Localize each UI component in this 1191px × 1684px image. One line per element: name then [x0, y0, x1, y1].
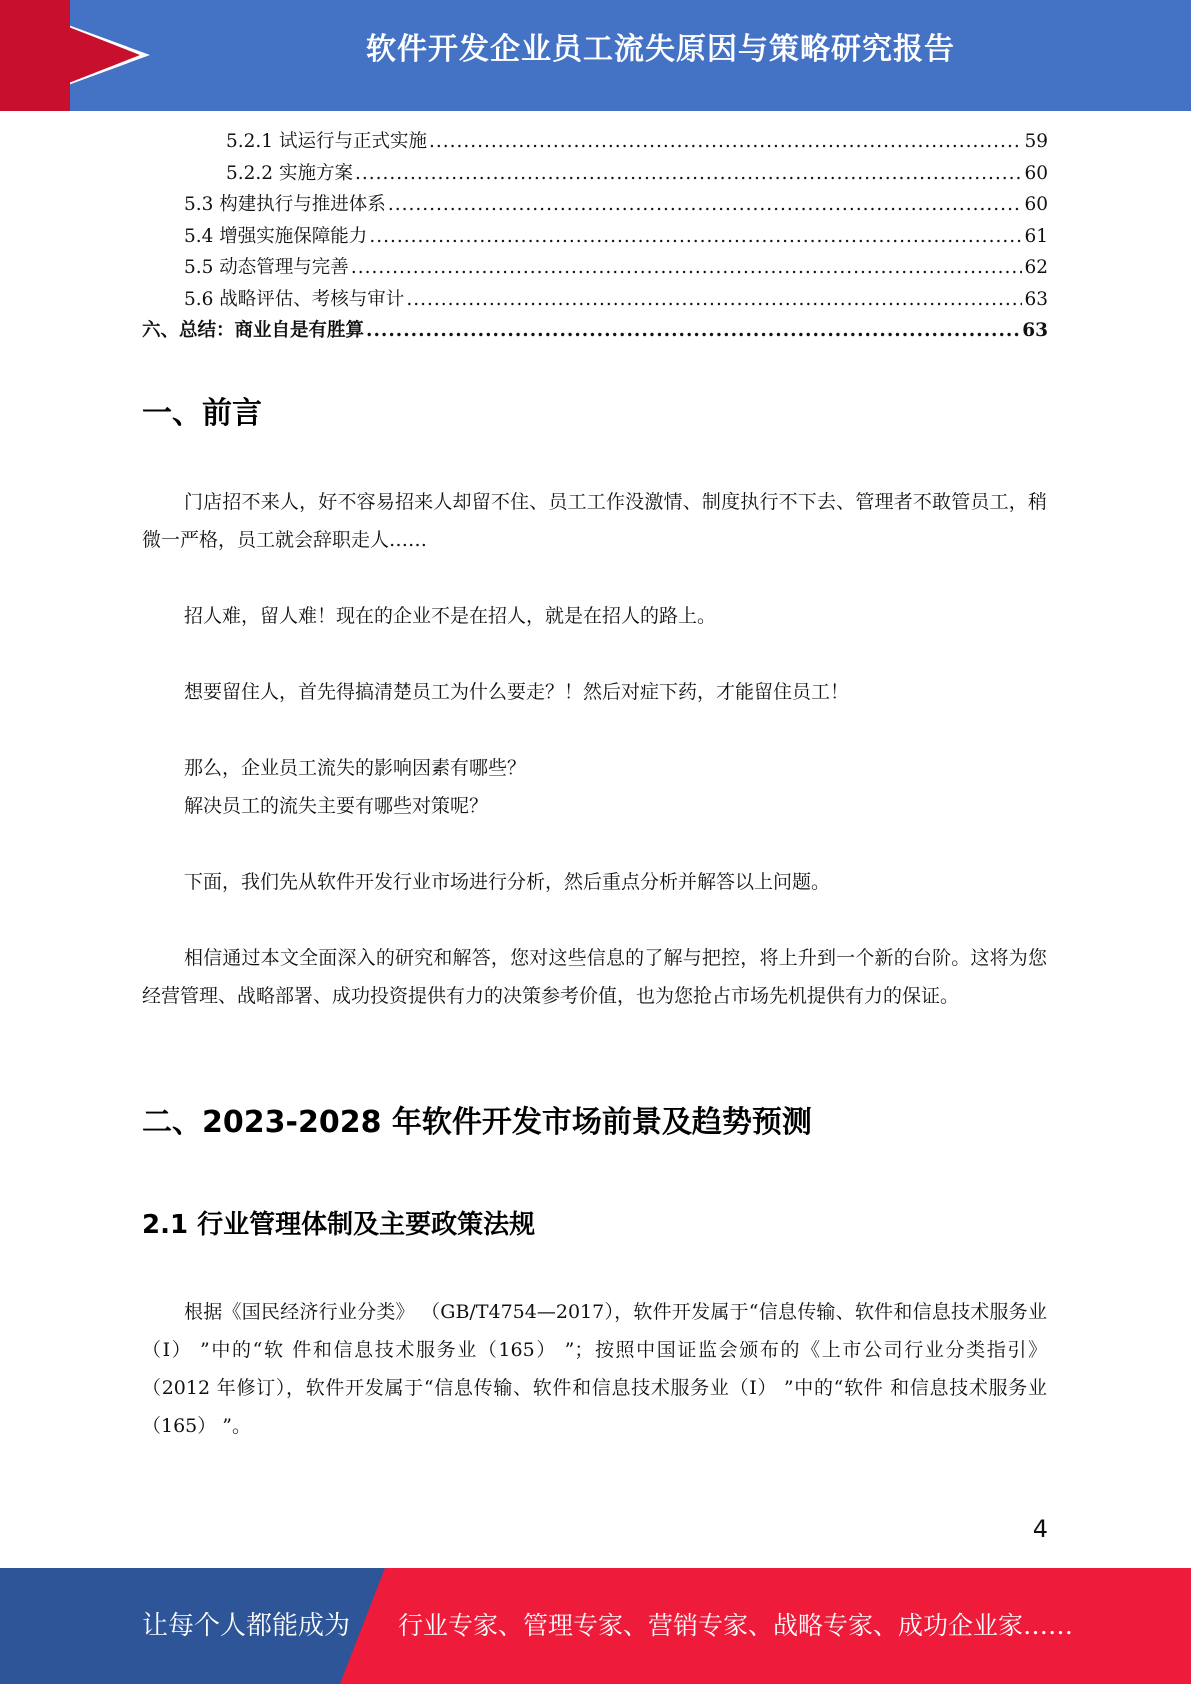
- toc-entry[interactable]: [142, 159, 1048, 191]
- toc-leader-dots: [388, 194, 1023, 215]
- toc-leader-dots: [406, 289, 1022, 310]
- toc-entry-page: 59: [1024, 131, 1048, 152]
- toc-entry-label: 5.3 构建执行与推进体系: [184, 194, 386, 215]
- toc-entry-page: 63: [1024, 288, 1048, 310]
- page-header: [0, 0, 1191, 111]
- section-heading: 二、2023-2028 年软件开发市场前景及趋势预测: [142, 1105, 812, 1140]
- toc-entry-label: 六、总结：商业自是有胜算: [142, 320, 365, 341]
- footer-slogan-right: 行业专家、管理专家、营销专家、战略专家、成功企业家……: [398, 1611, 1074, 1640]
- toc-leader-dots: [366, 320, 1020, 341]
- paragraph: 招人难，留人难！现在的企业不是在招人，就是在招人的路上。: [184, 605, 717, 627]
- toc-entry-page: 62: [1024, 257, 1048, 278]
- toc-entry-label: 5.2.2 实施方案: [226, 162, 353, 184]
- paragraph: 解决员工的流失主要有哪些对策呢？: [184, 795, 489, 817]
- toc-entry[interactable]: [142, 285, 1048, 317]
- toc-entry-page: 60: [1024, 194, 1048, 215]
- toc-leader-dots: [355, 163, 1023, 184]
- toc-entry-label: 5.2.1 试运行与正式实施: [226, 131, 427, 152]
- paragraph: 门店招不来人，好不容易招来人却留不住、员工工作没激情、制度执行不下去、管理者不敢管员工，稍微一严格，员工就会辞职走人……: [142, 491, 1047, 551]
- toc-leader-dots: [429, 131, 1022, 152]
- toc-entry-label: 5.5 动态管理与完善: [184, 257, 349, 278]
- toc-entry-page: 63: [1022, 320, 1048, 341]
- toc-entry-page: 61: [1024, 225, 1048, 247]
- toc-leader-dots: [369, 226, 1022, 247]
- toc-leader-dots: [351, 257, 1023, 278]
- toc-entry[interactable]: [142, 127, 1048, 159]
- toc-entry[interactable]: [142, 316, 1048, 348]
- header-red-arrow: [0, 0, 140, 110]
- toc-entry[interactable]: [142, 222, 1048, 254]
- toc-entry-page: 60: [1024, 162, 1048, 184]
- paragraph: 那么，企业员工流失的影响因素有哪些？: [184, 757, 527, 779]
- toc-entry-label: 5.6 战略评估、考核与审计: [184, 288, 405, 310]
- page-number: 4: [1032, 1515, 1048, 1543]
- toc-entry[interactable]: [142, 253, 1048, 285]
- paragraph: 相信通过本文全面深入的研究和解答，您对这些信息的了解与把控，将上升到一个新的台阶。这将为您经营管理、战略部署、成功投资提供有力的决策参考价值，也为您抢占市场先机提供有力的保证。: [142, 947, 1047, 1007]
- page-footer: [0, 1568, 1191, 1684]
- report-title: 软件开发企业员工流失原因与策略研究报告: [366, 32, 955, 67]
- toc-entry[interactable]: [142, 190, 1048, 222]
- paragraph: 下面，我们先从软件开发行业市场进行分析，然后重点分析并解答以上问题。: [184, 871, 831, 893]
- section-heading: 一、前言: [142, 396, 262, 431]
- toc-entry-label: 5.4 增强实施保障能力: [184, 225, 368, 247]
- subsection-heading: 2.1 行业管理体制及主要政策法规: [142, 1210, 536, 1240]
- table-of-contents: [142, 127, 1048, 348]
- paragraph: 想要留住人，首先得搞清楚员工为什么要走？！然后对症下药，才能留住员工！: [184, 681, 850, 703]
- paragraph: 根据《国民经济行业分类》 （GB/T4754—2017），软件开发属于“信息传输、软件和信息技术服务业（I） ”中的“软 件和信息技术服务业（165） ”；按照中国证监会颁布的《上市公司行业分类指引》 （2012 年修订），软件开发属于“信息传输、软件和信息技术服务业（I） ”中的“软件 和信息技术服务业（165） ”。: [142, 1301, 1047, 1437]
- footer-slogan-left: 让每个人都能成为: [142, 1611, 351, 1641]
